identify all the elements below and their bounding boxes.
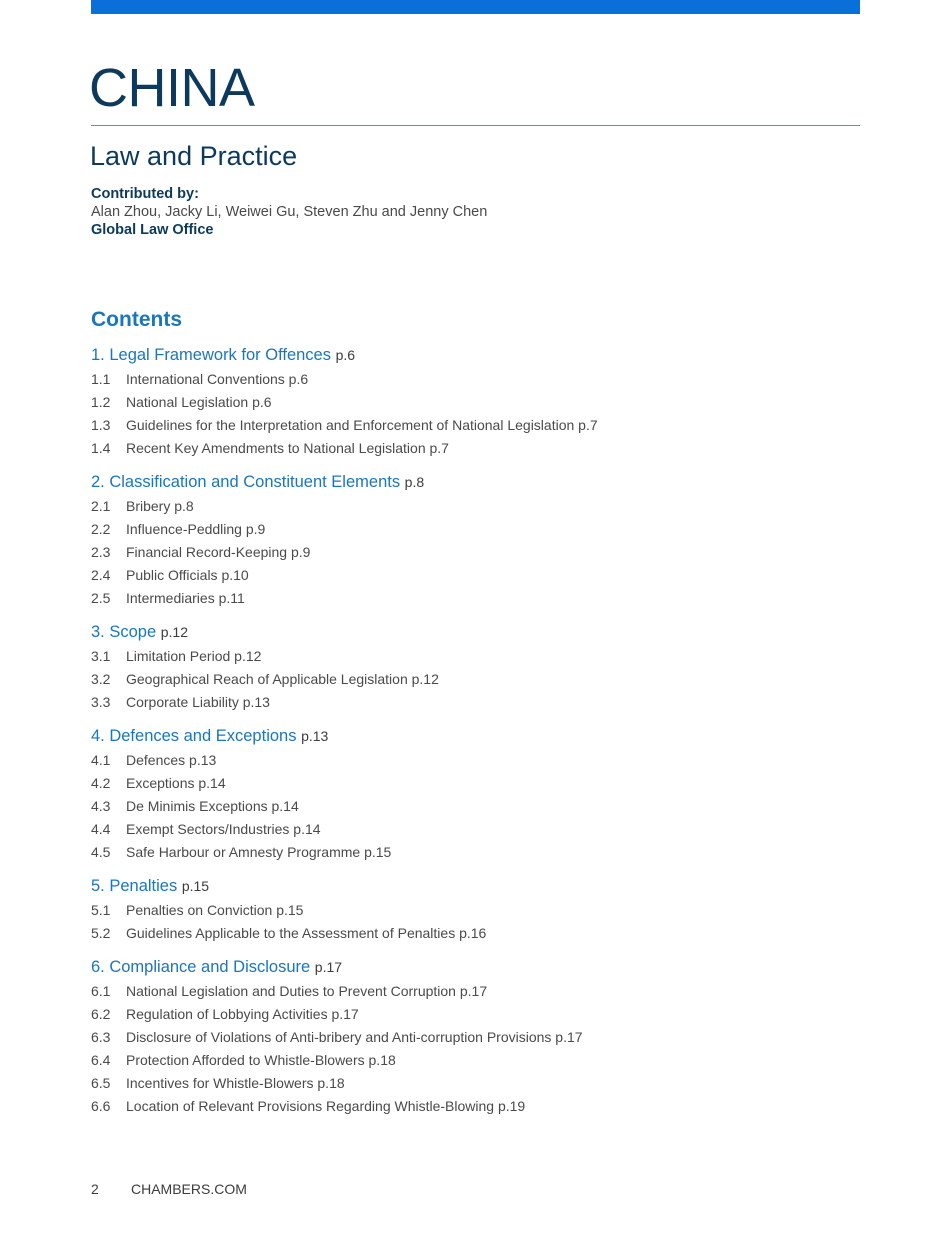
contents-heading: Contents: [91, 308, 182, 331]
toc-item-number: 4.2: [91, 775, 111, 791]
toc-item[interactable]: [91, 841, 851, 864]
toc-item-number: 5.2: [91, 925, 111, 941]
toc-section-heading[interactable]: [91, 344, 851, 366]
page-footer: [91, 1181, 247, 1197]
toc-section-heading[interactable]: [91, 875, 851, 897]
toc-item-number: 3.2: [91, 671, 111, 687]
toc-item[interactable]: [91, 668, 851, 691]
toc-item-number: 1.1: [91, 371, 111, 387]
toc-item-text: Recent Key Amendments to National Legislation p.7: [126, 440, 449, 456]
toc-section-title: 6. Compliance and Disclosure: [91, 958, 311, 976]
toc-section-page: p.8: [404, 474, 425, 490]
toc-section: [91, 956, 851, 1118]
toc-item-text: Safe Harbour or Amnesty Programme p.15: [126, 844, 392, 860]
toc-item-text: International Conventions p.6: [126, 371, 309, 387]
toc-item-text: Bribery p.8: [126, 498, 194, 514]
toc-item-number: 2.3: [91, 544, 111, 560]
toc-item-text: Guidelines for the Interpretation and Enforcement of National Legislation p.7: [126, 417, 598, 433]
toc-item[interactable]: [91, 1003, 851, 1026]
toc-item-text: Penalties on Conviction p.15: [126, 902, 304, 918]
toc-item-text: National Legislation and Duties to Prevent Corruption p.17: [126, 983, 488, 999]
toc-item-text: Location of Relevant Provisions Regarding Whistle-Blowing p.19: [126, 1098, 526, 1114]
toc-item-number: 2.4: [91, 567, 111, 583]
toc-item-text: Protection Afforded to Whistle-Blowers p.18: [126, 1052, 396, 1068]
toc-item-number: 1.2: [91, 394, 111, 410]
title-divider: [91, 125, 860, 126]
toc-item[interactable]: [91, 564, 851, 587]
toc-item[interactable]: [91, 1026, 851, 1049]
toc-item-number: 2.1: [91, 498, 111, 514]
table-of-contents: [91, 344, 851, 1129]
toc-section-title: 2. Classification and Constituent Elements: [91, 473, 401, 491]
toc-item-text: Disclosure of Violations of Anti-bribery and Anti-corruption Provisions p.17: [126, 1029, 583, 1045]
toc-section-heading[interactable]: [91, 471, 851, 493]
toc-item-number: 3.3: [91, 694, 111, 710]
toc-item-number: 6.4: [91, 1052, 111, 1068]
toc-item-text: Corporate Liability p.13: [126, 694, 270, 710]
toc-item[interactable]: [91, 645, 851, 668]
toc-section-title: 3. Scope: [91, 623, 157, 641]
toc-item-number: 2.5: [91, 590, 111, 606]
top-accent-bar: [91, 0, 860, 14]
toc-section-title: 1. Legal Framework for Offences: [91, 346, 331, 364]
toc-section-title: 5. Penalties: [91, 877, 178, 895]
toc-item-number: 4.4: [91, 821, 111, 837]
toc-section-page: p.6: [335, 347, 356, 363]
toc-section: [91, 344, 851, 460]
contributed-by-label: Contributed by:: [91, 186, 199, 202]
toc-item-number: 3.1: [91, 648, 111, 664]
toc-item[interactable]: [91, 368, 851, 391]
toc-item-text: Intermediaries p.11: [126, 590, 245, 606]
toc-item[interactable]: [91, 541, 851, 564]
document-subtitle: Law and Practice: [90, 141, 298, 171]
toc-item-text: National Legislation p.6: [126, 394, 272, 410]
toc-item[interactable]: [91, 980, 851, 1003]
toc-item-number: 5.1: [91, 902, 111, 918]
toc-item[interactable]: [91, 922, 851, 945]
toc-item[interactable]: [91, 587, 851, 610]
toc-item[interactable]: [91, 795, 851, 818]
toc-item[interactable]: [91, 414, 851, 437]
toc-item[interactable]: [91, 518, 851, 541]
toc-item-number: 1.4: [91, 440, 111, 456]
toc-section: [91, 875, 851, 945]
toc-item-text: Public Officials p.10: [126, 567, 249, 583]
toc-section-page: p.13: [301, 728, 329, 744]
toc-item-text: De Minimis Exceptions p.14: [126, 798, 299, 814]
toc-item-text: Regulation of Lobbying Activities p.17: [126, 1006, 359, 1022]
toc-item-number: 1.3: [91, 417, 111, 433]
toc-item-number: 4.3: [91, 798, 111, 814]
toc-section-heading[interactable]: [91, 956, 851, 978]
toc-item[interactable]: [91, 437, 851, 460]
toc-item[interactable]: [91, 691, 851, 714]
toc-item[interactable]: [91, 1049, 851, 1072]
toc-item-number: 6.2: [91, 1006, 111, 1022]
toc-section-page: p.15: [181, 878, 210, 894]
toc-item-number: 6.5: [91, 1075, 111, 1091]
toc-item[interactable]: [91, 1095, 851, 1118]
toc-item-number: 4.1: [91, 752, 111, 768]
toc-item-number: 6.6: [91, 1098, 111, 1114]
toc-section-page: p.17: [314, 959, 343, 975]
toc-section-heading[interactable]: [91, 621, 851, 643]
toc-item[interactable]: [91, 899, 851, 922]
toc-item[interactable]: [91, 818, 851, 841]
toc-item-text: Exceptions p.14: [126, 775, 226, 791]
toc-section: [91, 471, 851, 610]
toc-item[interactable]: [91, 391, 851, 414]
authors-list: Alan Zhou, Jacky Li, Weiwei Gu, Steven Zhu and Jenny Chen: [91, 204, 488, 220]
toc-item[interactable]: [91, 749, 851, 772]
toc-item-text: Influence-Peddling p.9: [126, 521, 266, 537]
toc-section-heading[interactable]: [91, 725, 851, 747]
toc-item-text: Incentives for Whistle-Blowers p.18: [126, 1075, 345, 1091]
toc-item-text: Financial Record-Keeping p.9: [126, 544, 311, 560]
toc-item-text: Defences p.13: [126, 752, 217, 768]
toc-item-number: 6.1: [91, 983, 111, 999]
country-title: CHINA: [89, 58, 255, 118]
toc-item[interactable]: [91, 1072, 851, 1095]
toc-item-number: 4.5: [91, 844, 111, 860]
toc-item-text: Guidelines Applicable to the Assessment of Penalties p.16: [126, 925, 487, 941]
toc-item[interactable]: [91, 495, 851, 518]
toc-item-text: Limitation Period p.12: [126, 648, 262, 664]
toc-item-text: Geographical Reach of Applicable Legislation p.12: [126, 671, 439, 687]
toc-item-text: Exempt Sectors/Industries p.14: [126, 821, 321, 837]
toc-item-number: 2.2: [91, 521, 111, 537]
toc-section: [91, 621, 851, 714]
toc-item[interactable]: [91, 772, 851, 795]
contributors-block: [91, 185, 487, 239]
toc-section-title: 4. Defences and Exceptions: [91, 727, 297, 745]
firm-name: Global Law Office: [91, 222, 214, 238]
toc-section-page: p.12: [160, 624, 188, 640]
toc-section: [91, 725, 851, 864]
toc-item-number: 6.3: [91, 1029, 111, 1045]
footer-site-link[interactable]: CHAMBERS.COM: [131, 1181, 247, 1197]
page-number: 2: [91, 1181, 99, 1197]
